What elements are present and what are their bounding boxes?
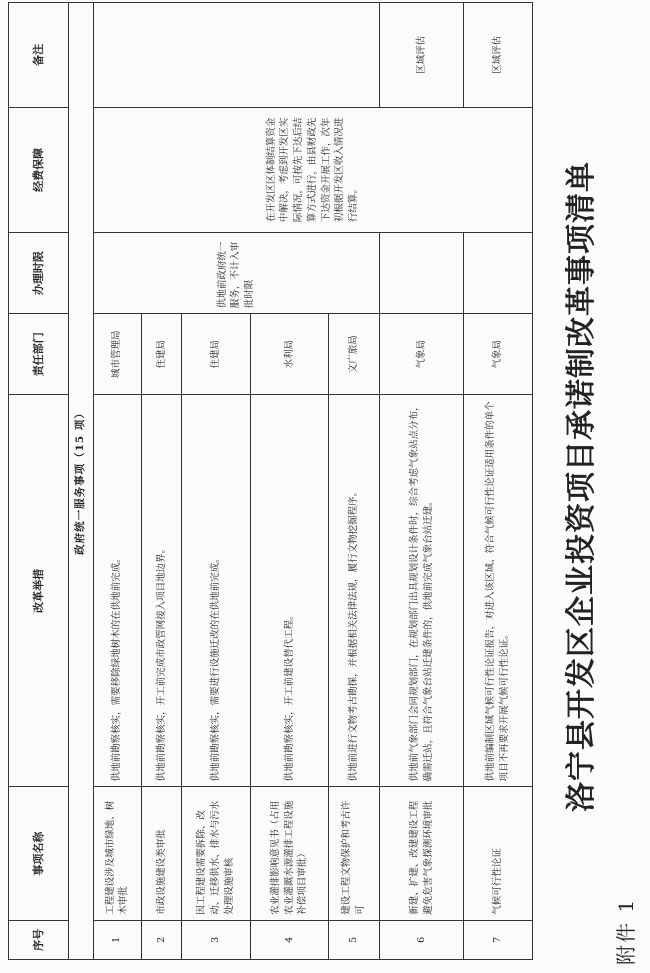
header-note: 备注 xyxy=(9,3,69,108)
row-name: 气候可行性论证 xyxy=(464,787,533,920)
annex-label: 附件 1 xyxy=(614,897,638,965)
row-time-empty xyxy=(464,233,533,314)
row-measure: 供地前勘察核实，需要移除绿地树木的在供地前完成。 xyxy=(93,395,141,787)
row-dept: 气象局 xyxy=(379,314,464,395)
row-note: 区域评估 xyxy=(379,3,464,108)
note-merged-empty xyxy=(93,3,379,108)
row-time-empty xyxy=(379,233,464,314)
time-limit-merged xyxy=(93,233,379,314)
row-seq: 1 xyxy=(93,920,141,959)
row-dept: 水利局 xyxy=(250,314,329,395)
header-dept: 责任部门 xyxy=(9,314,69,395)
row-seq: 2 xyxy=(141,920,181,959)
row-seq: 5 xyxy=(329,920,379,959)
time-limit-text: 供地前政府统一服务，不计入审批时限 xyxy=(216,241,256,309)
row-name: 农业灌排影响意见书（占用农业灌溉水源灌排工程设施补偿项目审批） xyxy=(250,787,329,920)
header-funding: 经费保障 xyxy=(9,107,69,233)
section-title: 政府统一服务事项（15 项） xyxy=(69,3,93,960)
row-name: 工程建设涉及城市绿地、树木审批 xyxy=(93,787,141,920)
page-title: 洛宁县开发区企业投资项目承诺制改革事项清单 xyxy=(564,161,599,812)
row-dept: 住建局 xyxy=(182,314,251,395)
row-seq: 4 xyxy=(250,920,329,959)
header-name: 事项名称 xyxy=(9,787,69,920)
row-seq: 3 xyxy=(182,920,251,959)
header-measure: 改革举措 xyxy=(9,395,69,787)
row-measure: 供地前气象部门会同规划部门，在规划部门出具规划设计条件时，综合考虑气象站点分布，确需迁站，且符合气象台站迁建条件的，供地前完成气象台站迁建。 xyxy=(379,395,464,787)
row-name: 建设工程文物保护和考古许可 xyxy=(329,787,379,920)
funding-merged: 在开发区区体制结算资金中解决，考虑到开发区实际情况，可按先下达后结算方式进行，由县财政先下达资金开展工作，次年初根据开发区收入情况进行结算。 xyxy=(93,107,532,233)
row-dept: 住建局 xyxy=(141,314,181,395)
row-measure: 供地前勘察核实，开工前建设替代工程。 xyxy=(250,395,329,787)
table-row xyxy=(93,3,141,960)
row-dept: 气象局 xyxy=(464,314,533,395)
header-seq: 序号 xyxy=(9,920,69,959)
row-name: 因工程建设需要拆除、改动、迁移供水、排水与污水处理设施审核 xyxy=(182,787,251,920)
row-seq: 6 xyxy=(379,920,464,959)
reform-items-table xyxy=(8,2,533,960)
row-note: 区域评估 xyxy=(464,3,533,108)
header-time: 办理时限 xyxy=(9,233,69,314)
row-seq: 7 xyxy=(464,920,533,959)
row-measure: 供地前进行文物考古勘探，并根据相关法律法规，履行文物挖掘程序。 xyxy=(329,395,379,787)
row-measure: 供地前勘察核实，开工前完成市政管网接入项目地边界。 xyxy=(141,395,181,787)
table-header-row xyxy=(9,3,69,960)
row-dept: 城市管理局 xyxy=(93,314,141,395)
row-measure: 供地前勘察核实，需要进行设施迁改的在供地前完成。 xyxy=(182,395,251,787)
row-name: 市政设施建设类审批 xyxy=(141,787,181,920)
row-measure: 供地前编制区域气候可行性论证报告，对进入该区域、符合气候可行性论证适用条件的单个项目不再要求开展气候可行性论证。 xyxy=(464,395,533,787)
section-row xyxy=(69,3,93,960)
row-dept: 文广旅局 xyxy=(329,314,379,395)
row-name: 新建、扩建、改建建设工程避免危害气象探测环境审批 xyxy=(379,787,464,920)
